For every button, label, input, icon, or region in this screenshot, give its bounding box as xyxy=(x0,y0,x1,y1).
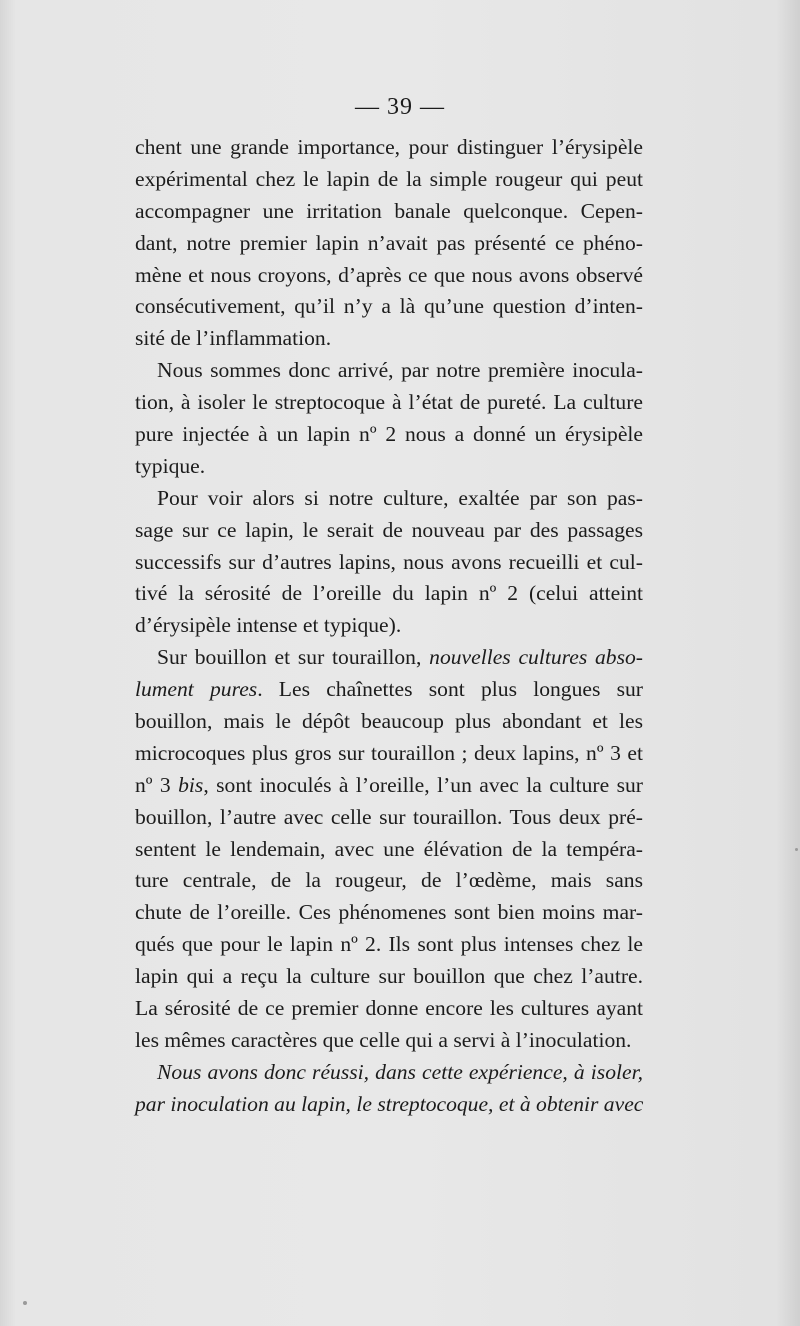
text-run: expérimental chez le lapin de la simple rougeur qui peut xyxy=(135,166,643,191)
text-run: nº 3 xyxy=(135,772,179,797)
text-run: sentent le lendemain, avec une élévation de la tempéra- xyxy=(135,836,643,861)
text-line xyxy=(135,802,643,834)
text-line xyxy=(135,164,643,196)
text-line xyxy=(135,674,643,706)
text-run: consécutivement, qu’il n’y a là qu’une question d’inten- xyxy=(135,294,643,319)
text-line xyxy=(135,993,643,1025)
text-run: typique. xyxy=(135,453,206,478)
text-line xyxy=(135,961,643,993)
italic-text: par inoculation au lapin, le streptocoque, et à obtenir avec xyxy=(135,1091,644,1116)
text-run: lapin qui a reçu la culture sur bouillon que chez l’autre. xyxy=(135,964,643,989)
text-line xyxy=(135,387,643,419)
text-line xyxy=(135,642,643,674)
body-text xyxy=(135,132,643,1121)
speck xyxy=(23,1301,27,1305)
text-line xyxy=(135,1089,643,1121)
text-line xyxy=(135,483,643,515)
text-run: Nous sommes donc arrivé, par notre première inocula- xyxy=(157,358,643,383)
text-line xyxy=(135,834,643,866)
italic-text: nouvelles cultures abso- xyxy=(429,645,643,670)
page-number: — 39 — xyxy=(355,94,445,120)
text-line xyxy=(135,228,643,260)
text-run: Sur bouillon et sur touraillon, xyxy=(157,645,430,670)
text-run: bouillon, mais le dépôt beaucoup plus abondant et les xyxy=(135,709,643,734)
text-run: La sérosité de ce premier donne encore les cultures ayant xyxy=(135,996,643,1021)
text-run: pure injectée à un lapin nº 2 nous a donné un érysipèle xyxy=(135,422,643,447)
text-line xyxy=(135,547,643,579)
text-line xyxy=(135,929,643,961)
text-run: microcoques plus gros sur touraillon ; deux lapins, nº 3 et xyxy=(135,740,643,765)
text-line xyxy=(135,291,643,323)
text-line xyxy=(135,355,643,387)
text-run: tivé la sérosité de l’oreille du lapin nº 2 (celui atteint xyxy=(135,581,643,606)
text-line xyxy=(135,610,643,642)
text-line xyxy=(135,770,643,802)
text-run: qués que pour le lapin nº 2. Ils sont plus intenses chez le xyxy=(135,932,643,957)
text-run: mène et nous croyons, d’après ce que nous avons observé xyxy=(135,262,643,287)
text-run: ture centrale, de la rougeur, de l’œdème, mais sans xyxy=(135,868,643,893)
text-run: , sont inoculés à l’oreille, l’un avec la culture sur xyxy=(203,772,643,797)
text-run: les mêmes caractères que celle qui a servi à l’inoculation. xyxy=(135,1027,632,1052)
text-run: dant, notre premier lapin n’avait pas présenté ce phéno- xyxy=(135,230,643,255)
text-run: bouillon, l’autre avec celle sur touraillon. Tous deux pré- xyxy=(135,804,643,829)
speck xyxy=(795,848,798,851)
text-line xyxy=(135,865,643,897)
text-run: successifs sur d’autres lapins, nous avons recueilli et cul- xyxy=(135,549,643,574)
text-line xyxy=(135,451,643,483)
italic-text: bis xyxy=(178,772,204,797)
text-run: Pour voir alors si notre culture, exaltée par son pas- xyxy=(157,485,643,510)
text-run: sage sur ce lapin, le serait de nouveau par des passages xyxy=(135,517,643,542)
text-run: chute de l’oreille. Ces phénomenes sont bien moins mar- xyxy=(135,900,643,925)
text-run: sité de l’inflammation. xyxy=(135,326,332,351)
text-run: tion, à isoler le streptocoque à l’état de pureté. La culture xyxy=(135,390,643,415)
text-line xyxy=(135,323,643,355)
italic-text: Nous avons donc réussi, dans cette expérience, à isoler, xyxy=(157,1059,643,1084)
text-line xyxy=(135,578,643,610)
text-line xyxy=(135,1025,643,1057)
text-line xyxy=(135,897,643,929)
text-line xyxy=(135,515,643,547)
text-run: . Les chaînettes sont plus longues sur xyxy=(257,677,644,702)
italic-text: lument pures xyxy=(135,677,258,702)
text-line xyxy=(135,196,643,228)
text-line xyxy=(135,1057,643,1089)
text-run: d’érysipèle intense et typique). xyxy=(135,613,402,638)
text-line xyxy=(135,419,643,451)
text-line xyxy=(135,738,643,770)
text-line xyxy=(135,260,643,292)
text-run: accompagner une irritation banale quelconque. Cepen- xyxy=(135,198,643,223)
text-line xyxy=(135,132,643,164)
text-run: chent une grande importance, pour distinguer l’érysipèle xyxy=(135,135,643,159)
text-line xyxy=(135,706,643,738)
